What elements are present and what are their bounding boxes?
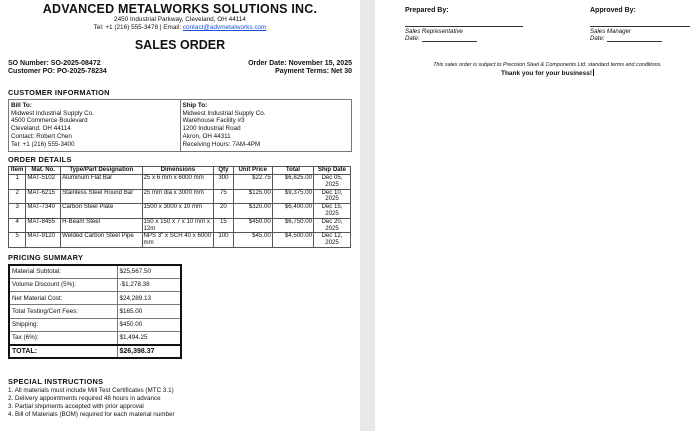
bill-to-line: Tel: +1 (216) 555-3400: [11, 140, 75, 148]
company-phone: Tel: +1 (216) 555-3478 | Email:: [93, 24, 183, 31]
document-title: SALES ORDER: [134, 38, 226, 52]
cell-dimensions: 25 mm dia x 3000 mm: [142, 189, 214, 204]
approved-by-role: Sales Manager: [590, 28, 631, 35]
cell-dimensions: 1500 x 3000 x 10 mm: [142, 204, 214, 219]
cell-dimensions: 150 x 150 x 7 x 10 mm x 12m: [142, 218, 214, 233]
cell-type: Carbon Steel Plate: [61, 204, 142, 219]
thank-you-note: [405, 69, 690, 78]
pricing-label: Total Testing/Cert Fees:: [9, 305, 117, 318]
pricing-value: $24,289.13: [117, 292, 181, 305]
cell-ship-date: Dec 05, 2025: [314, 175, 351, 190]
customer-address-box: [8, 99, 352, 152]
cell-qty: 100: [214, 233, 234, 248]
cell-mat-no: MAT-8455: [26, 218, 61, 233]
special-instructions-heading: SPECIAL INSTRUCTIONS: [8, 377, 104, 387]
pricing-summary-heading: PRICING SUMMARY: [8, 252, 84, 262]
order-date-label: Order Date:: [248, 60, 287, 67]
col-header-type: Type/Part Designation: [61, 167, 142, 175]
cell-item: 5: [9, 233, 26, 248]
prepared-by-label: Prepared By:: [405, 7, 449, 14]
pricing-label: Volume Discount (5%):: [9, 278, 117, 291]
cell-qty: 20: [214, 204, 234, 219]
table-row: [9, 204, 351, 219]
prepared-by-role: Sales Representative: [405, 28, 463, 35]
bill-to-line: Cleveland, OH 44114: [11, 125, 71, 133]
table-row: [9, 218, 351, 233]
cell-qty: 300: [214, 175, 234, 190]
cell-dimensions: NPS 3" x SCH 40 x 6000 mm: [142, 233, 214, 248]
bill-to-line: Midwest Industrial Supply Co.: [11, 109, 94, 117]
col-header-unit-price: Unit Price: [233, 167, 272, 175]
cell-total: $9,375.00: [272, 189, 313, 204]
cell-type: Stainless Steel Round Bar: [61, 189, 142, 204]
col-header-qty: Qty: [214, 167, 234, 175]
pricing-value: $165.00: [117, 305, 181, 318]
bill-to-block: [9, 100, 180, 151]
approved-by-label: Approved By:: [590, 7, 636, 14]
pricing-row: [9, 292, 181, 305]
ship-to-line: Akron, OH 44311: [182, 132, 231, 140]
cell-total: $6,400.00: [272, 204, 313, 219]
cell-unit-price: $450.00: [233, 218, 272, 233]
approved-by-date-line: [607, 36, 662, 42]
order-date-value: November 15, 2025: [288, 60, 352, 67]
approved-by-signature-line: [590, 20, 690, 27]
pricing-total-label: TOTAL:: [9, 345, 117, 358]
pricing-total-row: [9, 345, 181, 358]
prepared-by-block: [405, 6, 523, 42]
prepared-by-date: [405, 35, 523, 42]
approved-by-date: [590, 35, 690, 42]
company-name: ADVANCED METALWORKS SOLUTIONS INC.: [42, 2, 318, 16]
cell-ship-date: Dec 10, 2025: [314, 189, 351, 204]
ship-to-line: 1200 Industrial Road: [182, 125, 241, 133]
pricing-label: Net Material Cost:: [9, 292, 117, 305]
order-meta-right: [248, 60, 352, 76]
col-header-mat-no: Mat. No.: [26, 167, 61, 175]
cell-qty: 75: [214, 189, 234, 204]
signature-row: [405, 6, 690, 42]
bill-to-line: 4500 Commerce Boulevard: [11, 117, 88, 125]
table-row: [9, 175, 351, 190]
cell-type: Welded Carbon Steel Pipe: [61, 233, 142, 248]
col-header-total: Total: [272, 167, 313, 175]
pricing-row: [9, 331, 181, 344]
cell-total: $6,825.00: [272, 175, 313, 190]
order-meta-left: [8, 60, 107, 76]
pricing-row: [9, 305, 181, 318]
cell-mat-no: MAT-7340: [26, 204, 61, 219]
thank-you-text: Thank you for your business!: [500, 70, 592, 77]
cell-item: 1: [9, 175, 26, 190]
company-email-link[interactable]: contact@advmetalworks.com: [182, 24, 267, 31]
pricing-value: $25,567.50: [117, 265, 181, 278]
pricing-label: Shipping:: [9, 318, 117, 331]
table-row: [9, 189, 351, 204]
ship-to-heading: Ship To:: [182, 102, 208, 109]
pricing-label: Tax (6%):: [9, 331, 117, 344]
cell-mat-no: MAT-6215: [26, 189, 61, 204]
customer-po-label: Customer PO:: [8, 68, 56, 75]
company-contact: [8, 24, 352, 32]
cell-unit-price: $320.00: [233, 204, 272, 219]
ship-to-line: Receiving Hours: 7AM-4PM: [182, 140, 261, 148]
pricing-value: $450.00: [117, 318, 181, 331]
pricing-row: [9, 265, 181, 278]
table-row: [9, 233, 351, 248]
list-item: 1. All materials must include Mill Test Certificates (MTC 3.1): [8, 387, 174, 395]
so-number-value: SO-2025-08472: [50, 60, 101, 67]
bill-to-heading: Bill To:: [11, 102, 32, 109]
document-page-2: [375, 0, 700, 431]
pricing-value: -$1,278.38: [117, 278, 181, 291]
cell-unit-price: $45.00: [233, 233, 272, 248]
terms-note: This sales order is subject to Precision Steel & Components Ltd. standard terms and conditions.: [433, 62, 662, 68]
cell-dimensions: 25 x 6 mm x 6000 mm: [142, 175, 214, 190]
cell-item: 4: [9, 218, 26, 233]
pricing-row: [9, 318, 181, 331]
pricing-total-value: $26,398.37: [117, 345, 181, 358]
company-address: 2450 Industrial Parkway, Cleveland, OH 44114: [114, 16, 246, 23]
cell-unit-price: $125.00: [233, 189, 272, 204]
special-instructions-list: [8, 387, 352, 419]
cell-type: Aluminum Flat Bar: [61, 175, 142, 190]
so-number-label: SO Number:: [8, 60, 49, 67]
prepared-by-date-label: Date:: [405, 35, 420, 42]
col-header-dimensions: Dimensions: [142, 167, 214, 175]
pricing-label: Material Subtotal:: [9, 265, 117, 278]
approved-by-block: [590, 6, 690, 42]
order-meta: [8, 60, 352, 76]
order-details-heading: ORDER DETAILS: [8, 155, 72, 165]
list-item: 3. Partial shipments accepted with prior approval: [8, 403, 144, 411]
cell-ship-date: Dec 12, 2025: [314, 233, 351, 248]
customer-po-value: PO-2025-78234: [57, 68, 107, 75]
payment-terms-label: Payment Terms:: [275, 68, 330, 75]
cell-total: $6,750.00: [272, 218, 313, 233]
text-cursor[interactable]: [593, 69, 594, 76]
cell-unit-price: $22.75: [233, 175, 272, 190]
pricing-summary-table: [8, 264, 182, 359]
pricing-row: [9, 278, 181, 291]
cell-ship-date: Dec 15, 2025: [314, 204, 351, 219]
cell-qty: 15: [214, 218, 234, 233]
cell-item: 3: [9, 204, 26, 219]
bill-to-line: Contact: Robert Chen: [11, 132, 72, 140]
col-header-item: Item: [9, 167, 26, 175]
customer-info-heading: CUSTOMER INFORMATION: [8, 88, 110, 97]
cell-mat-no: MAT-9120: [26, 233, 61, 248]
prepared-by-date-line: [422, 36, 477, 42]
payment-terms-value: Net 30: [330, 68, 352, 75]
approved-by-date-label: Date:: [590, 35, 605, 42]
cell-ship-date: Dec 20, 2025: [314, 218, 351, 233]
cell-mat-no: MAT-5102: [26, 175, 61, 190]
list-item: 2. Delivery appointments required 48 hours in advance: [8, 395, 161, 403]
cell-total: $4,500.00: [272, 233, 313, 248]
cell-item: 2: [9, 189, 26, 204]
ship-to-line: Midwest Industrial Supply Co.: [182, 109, 266, 117]
list-item: 4. Bill of Materials (BOM) required for each material number: [8, 411, 175, 419]
col-header-ship-date: Ship Date: [314, 167, 351, 175]
prepared-by-signature-line: [405, 20, 523, 27]
cell-type: H-Beam Steel: [61, 218, 142, 233]
ship-to-block: [180, 100, 352, 151]
pricing-value: $1,494.25: [117, 331, 181, 344]
ship-to-line: Warehouse Facility #3: [182, 117, 245, 125]
order-items-table: [8, 166, 351, 248]
